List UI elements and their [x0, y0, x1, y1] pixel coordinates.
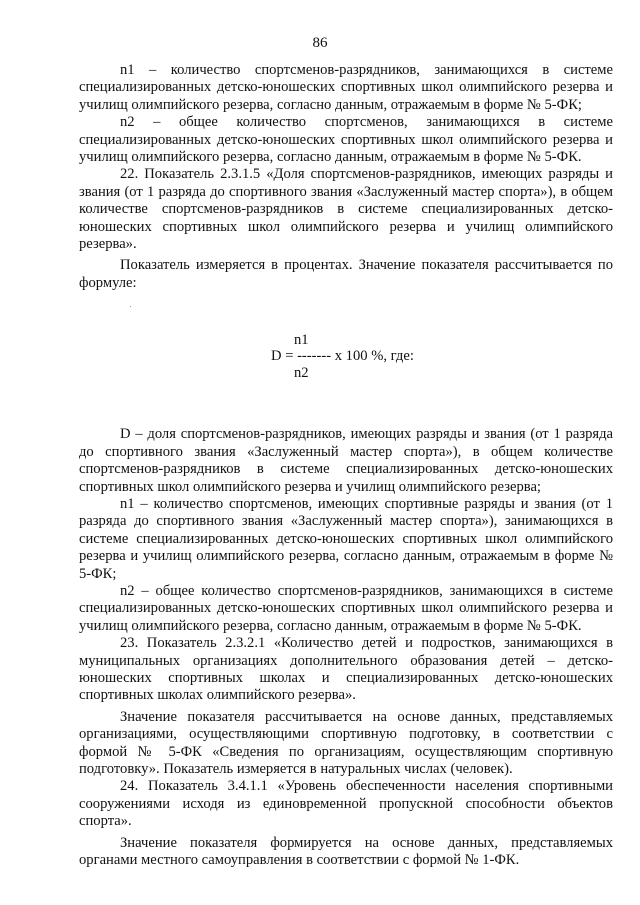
paragraph-indicator-22: 22. Показатель 2.3.1.5 «Доля спортсменов-разрядников, имеющих разряды и звания (от 1 разряда до спортивного звания «Заслуженный мастер спорта»), в общем количестве спортсменов-разрядников в системе специализированных детско-юношеских спортивных школ олимпийского резерва и училищ олимпийского резерва». — [79, 166, 613, 253]
paragraph-formula-intro: Показатель измеряется в процентах. Значение показателя рассчитывается по формуле: — [79, 257, 613, 291]
scan-mark — [130, 306, 131, 307]
paragraph-d-definition: D – доля спортсменов-разрядников, имеющих разряды и звания (от 1 разряда до спортивного звания «Заслуженный мастер спорта»), в общем количестве спортсменов-разрядников в системе специализированных детско-юношеских спортивных школ олимпийского резерва и училищ олимпийского резерва; — [79, 426, 613, 495]
page-number: 86 — [312, 35, 328, 51]
paragraph-indicator-23: 23. Показатель 2.3.2.1 «Количество детей и подростков, занимающихся в муниципальных организациях дополнительного образования детей – детско-юношеских спортивных школах и специализированных детско-юношеских спортивных школах олимпийского резерва». — [79, 635, 613, 704]
paragraph-indicator-23-calculation: Значение показателя рассчитывается на основе данных, представляемых организациями, осуществляющими спортивную подготовку, в соответствии с формой № 5-ФК «Сведения по организациям, осуществляющим спортивную подготовку». Показатель измеряется в натуральных числах (человек). — [79, 708, 613, 777]
formula-numerator: n1 — [294, 332, 309, 349]
paragraph-n2-definition: n2 – общее количество спортсменов, занимающихся в системе специализированных детско-юношеских спортивных школ олимпийского резерва и училищ олимпийского резерва, согласно данным, отражаемым в форме № 5-ФК. — [79, 114, 613, 166]
paragraph-indicator-24: 24. Показатель 3.4.1.1 «Уровень обеспеченности населения спортивными сооружениями исходя из единовременной пропускной способности объектов спорта». — [79, 778, 613, 830]
formula — [79, 332, 613, 392]
paragraph-n1-definition-2: n1 – количество спортсменов, имеющих спортивные разряды и звания (от 1 разряда до спортивного звания «Заслуженный мастер спорта»), занимающихся в системе специализированных детско-юношеских спортивных школ олимпийского резерва и училищ олимпийского резерва, согласно данным, отражаемым в форме № 5-ФК; — [79, 495, 613, 582]
paragraph-n2-definition-2: n2 – общее количество спортсменов-разрядников, занимающихся в системе специализированных детско-юношеских спортивных школ олимпийского резерва и училищ олимпийского резерва, согласно данным, отражаемым в форме № 5-ФК. — [79, 582, 613, 634]
document-body — [79, 62, 613, 869]
paragraph-indicator-24-calculation: Значение показателя формируется на основе данных, представляемых органами местного самоуправления в соответствии с формой № 1-ФК. — [79, 834, 613, 869]
formula-expression: D = ------- x 100 %, где: — [271, 348, 414, 365]
formula-denominator: n2 — [294, 365, 309, 382]
paragraph-n1-definition: n1 – количество спортсменов-разрядников, занимающихся в системе специализированных детско-юношеских спортивных школ олимпийского резерва и училищ олимпийского резерва, согласно данным, отражаемым в форме № 5-ФК; — [79, 62, 613, 113]
